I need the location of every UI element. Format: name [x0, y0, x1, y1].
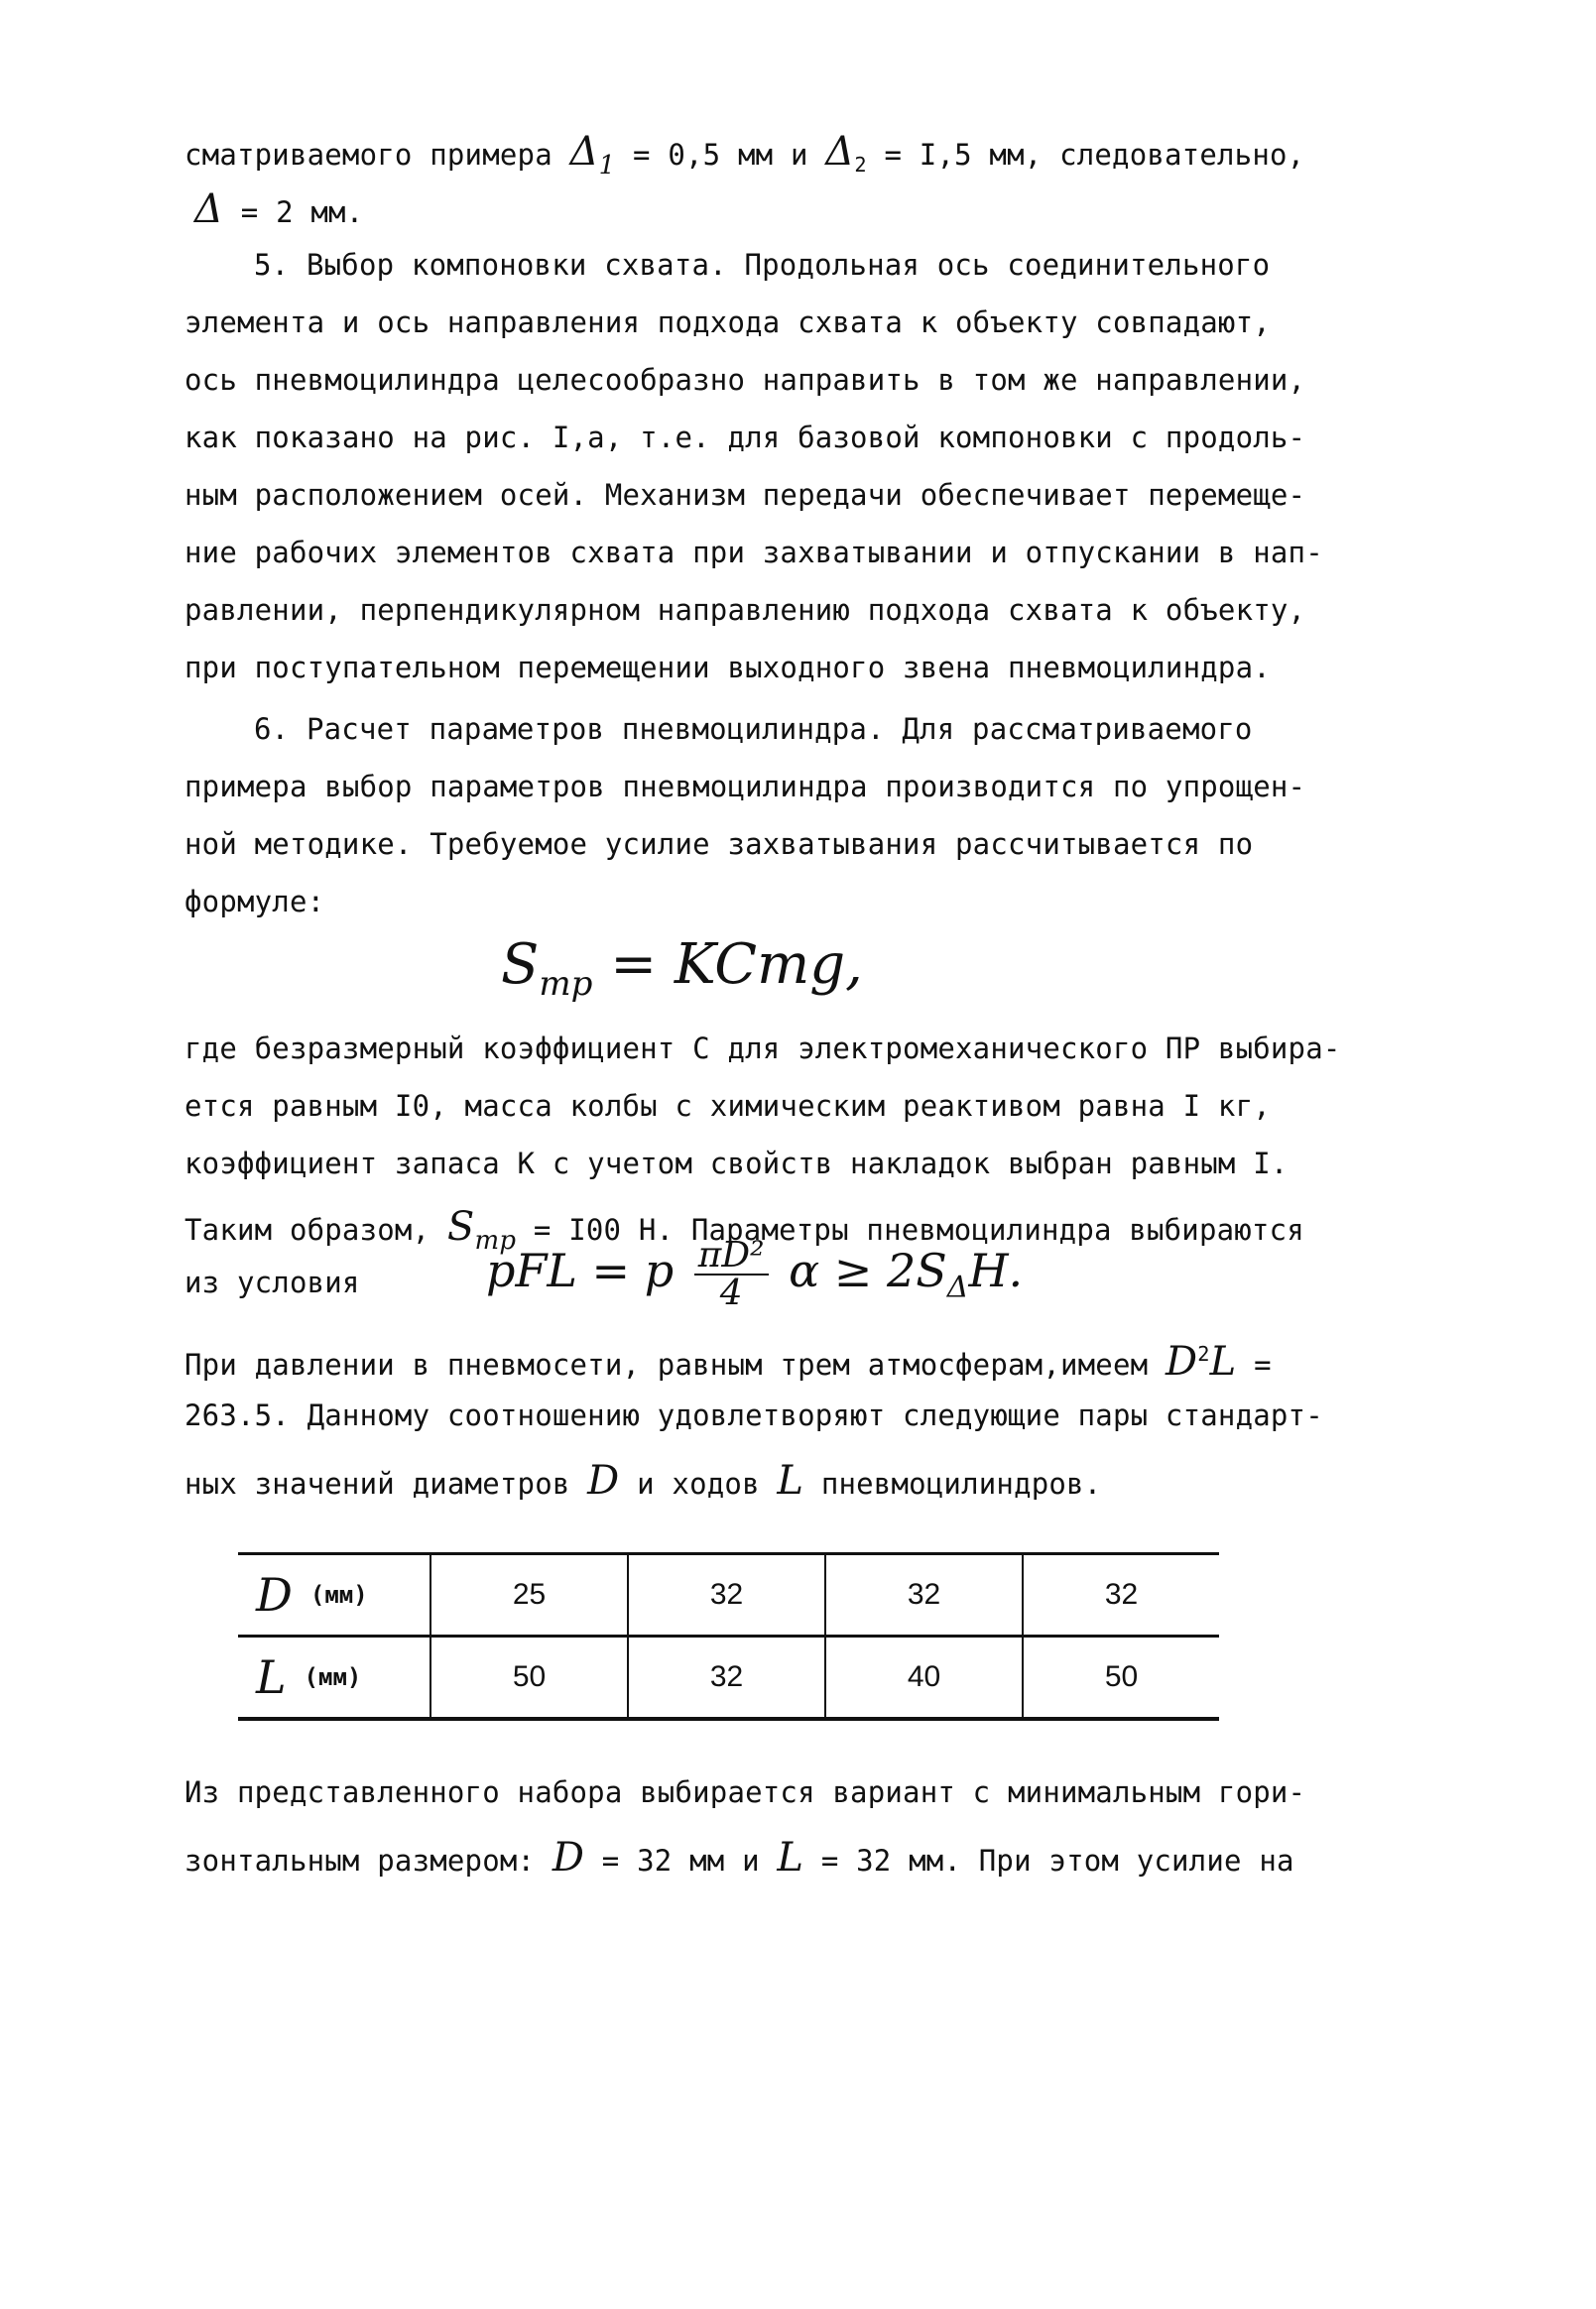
- d-symbol: D: [587, 1458, 620, 1504]
- delta-symbol: Δ: [194, 186, 224, 232]
- concl-line-2-b: = 32 мм и: [584, 1844, 778, 1878]
- concl-line-2-a: зонтальным размером:: [184, 1844, 552, 1878]
- intro-line-1: [184, 129, 1304, 181]
- intro-text-d: = 2 мм.: [223, 195, 364, 229]
- unit-label: (мм): [304, 1663, 362, 1691]
- s5-line-7: равлении, перпендикулярном направлению подхода схвата к объекту,: [184, 593, 1306, 627]
- intro-text-a: сматриваемого примера: [184, 138, 552, 172]
- s6-line-2: примера выбор параметров пневмоцилиндра производится по упрощен-: [184, 770, 1306, 803]
- table-cell: 32: [1023, 1554, 1219, 1637]
- s6-line-3: ной методике. Требуемое усилие захватывания рассчитывается по: [184, 827, 1254, 861]
- s5-line-3: ось пневмоцилиндра целесообразно направить в том же направлении,: [184, 363, 1306, 397]
- table-cell: 50: [1023, 1637, 1219, 1720]
- cylinder-table: [238, 1552, 1219, 1721]
- d-sup: 2: [1197, 1341, 1210, 1366]
- formula-denominator: 4: [719, 1272, 743, 1313]
- formula-condition-p2: α ≥ 2S: [774, 1243, 947, 1297]
- concl-line-2-c: = 32 мм. При этом усилие на: [803, 1844, 1294, 1878]
- l-symbol: L: [256, 1650, 287, 1704]
- table-row-stroke: [238, 1637, 1219, 1720]
- s6-line-4: формуле:: [184, 885, 325, 918]
- af-line-1: где безразмерный коэффициент C для электромеханического ПР выбира-: [184, 1032, 1341, 1065]
- unit-label: (мм): [309, 1581, 368, 1609]
- delta-sub-2: 2: [854, 153, 867, 178]
- s-tr-symbol: S: [446, 1204, 475, 1250]
- table-cell: 40: [825, 1637, 1023, 1720]
- d-symbol: D: [256, 1568, 293, 1622]
- l-symbol: L: [1209, 1339, 1237, 1385]
- concl-line-2: [184, 1835, 1294, 1881]
- af-line-4-b: = I00 Н. Параметры пневмоцилиндра выбираются: [516, 1213, 1304, 1247]
- intro-text-c: = I,5 мм, следовательно,: [866, 138, 1305, 172]
- formula-force-rhs: = KCmg,: [592, 932, 863, 997]
- pr-line-1-a: При давлении в пневмосети, равным трем атмосферам,имеем: [184, 1348, 1166, 1382]
- s5-line-6: ние рабочих элементов схвата при захватывании и отпускании в нап-: [184, 536, 1323, 569]
- table-cell: 32: [825, 1554, 1023, 1637]
- table-header-diameter: [238, 1554, 430, 1637]
- formula-condition-p3: H.: [968, 1243, 1024, 1297]
- table-cell: 50: [430, 1637, 628, 1720]
- formula-numerator: πD²: [694, 1238, 769, 1276]
- s5-line-5: ным расположением осей. Механизм передачи обеспечивает перемеще-: [184, 478, 1306, 512]
- s5-line-2: элемента и ось направления подхода схвата к объекту совпадают,: [184, 305, 1271, 339]
- table-cell: 25: [430, 1554, 628, 1637]
- pr-line-2: 263.5. Данному соотношению удовлетворяют следующие пары стандарт-: [184, 1398, 1323, 1432]
- delta-symbol: Δ: [569, 129, 599, 175]
- table-cell: 32: [628, 1637, 825, 1720]
- s5-line-8: при поступательном перемещении выходного звена пневмоцилиндра.: [184, 651, 1271, 684]
- af-line-4-a: Таким образом,: [184, 1213, 447, 1247]
- formula-condition-p1: pFL = p: [486, 1243, 688, 1297]
- s5-line-4: как показано на рис. I,а, т.е. для базовой компоновки с продоль-: [184, 421, 1306, 454]
- delta-symbol: Δ: [825, 129, 855, 175]
- l-symbol: L: [777, 1835, 804, 1881]
- s5-line-1: 5. Выбор компоновки схвата. Продольная ось соединительного: [254, 248, 1271, 282]
- pr-line-3-b: и ходов: [619, 1467, 778, 1501]
- table-row-diameter: [238, 1554, 1219, 1637]
- formula-condition-sub: Δ: [946, 1270, 969, 1305]
- intro-line-2: [194, 186, 363, 232]
- s6-line-1: 6. Расчет параметров пневмоцилиндра. Для рассматриваемого: [254, 712, 1253, 746]
- l-symbol: L: [777, 1458, 804, 1504]
- d-symbol: D: [552, 1835, 585, 1881]
- formula-fraction: [694, 1235, 769, 1313]
- pr-line-3-c: пневмоцилиндров.: [803, 1467, 1102, 1501]
- af-line-3: коэффициент запаса K с учетом свойств накладок выбран равным I.: [184, 1147, 1289, 1180]
- pr-line-3: [184, 1458, 1101, 1504]
- delta-sub-1: 1: [598, 151, 616, 182]
- intro-text-b: = 0,5 мм и: [615, 138, 826, 172]
- d-symbol: D: [1165, 1339, 1198, 1385]
- pr-line-3-a: ных значений диаметров: [184, 1467, 588, 1501]
- af-line-5: из условия: [184, 1266, 360, 1299]
- concl-line-1: Из представленного набора выбирается вариант с минимальным гори-: [184, 1775, 1306, 1809]
- formula-force: [501, 932, 863, 1004]
- table-cell: 32: [628, 1554, 825, 1637]
- af-line-2: ется равным I0, масса колбы с химическим реактивом равна I кг,: [184, 1089, 1271, 1123]
- pr-line-1: [184, 1339, 1272, 1385]
- table-header-stroke: [238, 1637, 430, 1720]
- pr-line-1-b: =: [1236, 1348, 1272, 1382]
- formula-force-lhs: S: [501, 932, 540, 997]
- s-tr-sub: тр: [474, 1226, 517, 1257]
- formula-force-sub: тр: [539, 963, 593, 1004]
